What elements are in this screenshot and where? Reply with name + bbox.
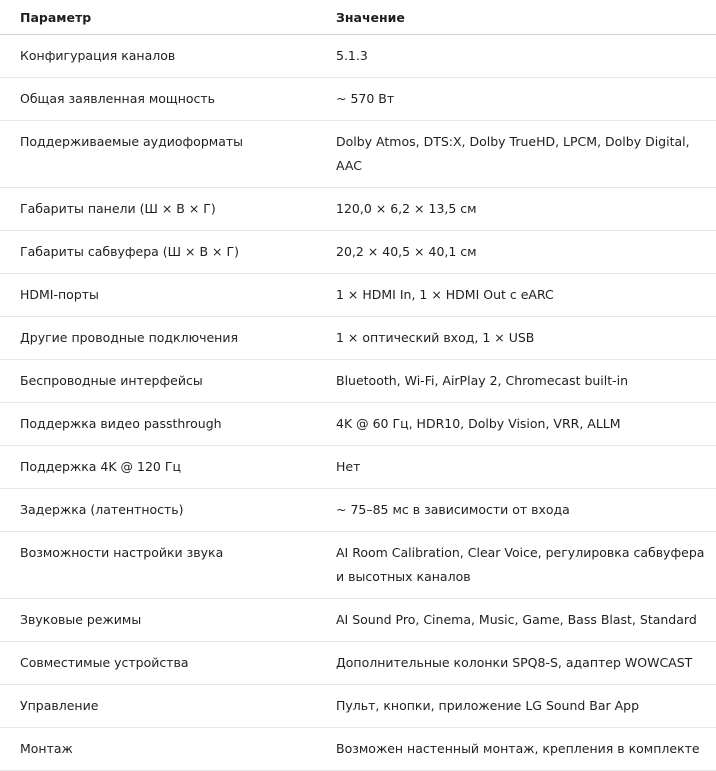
table-row: [0, 489, 716, 532]
row-value: 5.1.3: [316, 35, 716, 78]
table-row: [0, 360, 716, 403]
table-row: [0, 642, 716, 685]
row-value: Дополнительные колонки SPQ8-S, адаптер WOWCAST: [316, 642, 716, 685]
row-value: Dolby Atmos, DTS:X, Dolby TrueHD, LPCM, Dolby Digital, AAC: [316, 121, 716, 188]
row-parameter: Поддержка 4K @ 120 Гц: [0, 446, 316, 489]
table-row: [0, 274, 716, 317]
row-value: ~ 570 Вт: [316, 78, 716, 121]
row-value: ~ 75–85 мс в зависимости от входа: [316, 489, 716, 532]
table-row: [0, 121, 716, 188]
row-parameter: Беспроводные интерфейсы: [0, 360, 316, 403]
row-value: 120,0 × 6,2 × 13,5 см: [316, 188, 716, 231]
row-parameter: Звуковые режимы: [0, 599, 316, 642]
table-row: [0, 532, 716, 599]
table-row: [0, 599, 716, 642]
table-row: [0, 317, 716, 360]
row-parameter: Управление: [0, 685, 316, 728]
row-value: Нет: [316, 446, 716, 489]
row-value: 1 × HDMI In, 1 × HDMI Out с eARC: [316, 274, 716, 317]
table-row: [0, 728, 716, 771]
row-value: 1 × оптический вход, 1 × USB: [316, 317, 716, 360]
row-parameter: Габариты сабвуфера (Ш × В × Г): [0, 231, 316, 274]
table-body: [0, 35, 716, 771]
row-value: AI Room Calibration, Clear Voice, регулировка сабвуфера и высотных каналов: [316, 532, 716, 599]
row-parameter: Поддержка видео passthrough: [0, 403, 316, 446]
header-parameter: Параметр: [0, 0, 316, 35]
table-row: [0, 35, 716, 78]
row-parameter: Габариты панели (Ш × В × Г): [0, 188, 316, 231]
table-row: [0, 685, 716, 728]
row-parameter: Конфигурация каналов: [0, 35, 316, 78]
row-value: 4K @ 60 Гц, HDR10, Dolby Vision, VRR, ALLM: [316, 403, 716, 446]
row-parameter: Монтаж: [0, 728, 316, 771]
row-value: AI Sound Pro, Cinema, Music, Game, Bass Blast, Standard: [316, 599, 716, 642]
row-value: Пульт, кнопки, приложение LG Sound Bar App: [316, 685, 716, 728]
row-parameter: HDMI-порты: [0, 274, 316, 317]
table-row: [0, 403, 716, 446]
row-value: Возможен настенный монтаж, крепления в комплекте: [316, 728, 716, 771]
row-parameter: Возможности настройки звука: [0, 532, 316, 599]
table-row: [0, 446, 716, 489]
header-value: Значение: [316, 0, 716, 35]
row-value: 20,2 × 40,5 × 40,1 см: [316, 231, 716, 274]
table-row: [0, 188, 716, 231]
table-header-row: [0, 0, 716, 35]
table-row: [0, 78, 716, 121]
table-row: [0, 231, 716, 274]
row-parameter: Задержка (латентность): [0, 489, 316, 532]
row-parameter: Поддерживаемые аудиоформаты: [0, 121, 316, 188]
row-parameter: Общая заявленная мощность: [0, 78, 316, 121]
row-parameter: Совместимые устройства: [0, 642, 316, 685]
row-value: Bluetooth, Wi-Fi, AirPlay 2, Chromecast built-in: [316, 360, 716, 403]
row-parameter: Другие проводные подключения: [0, 317, 316, 360]
